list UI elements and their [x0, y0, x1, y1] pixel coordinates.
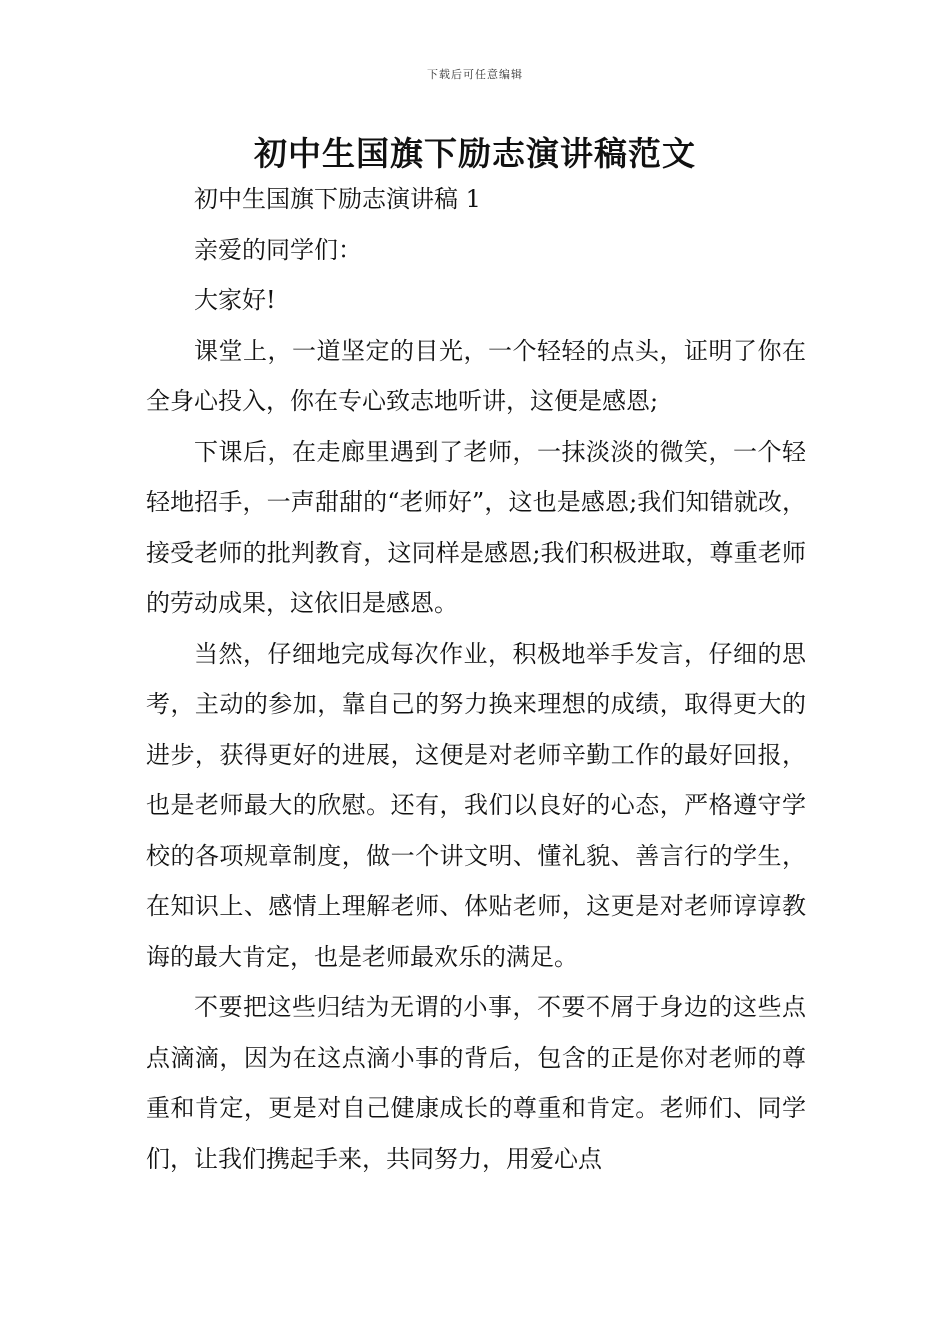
- page-title: 初中生国旗下励志演讲稿范文: [254, 134, 696, 173]
- paragraph-subtitle: 初中生国旗下励志演讲稿 1: [194, 185, 481, 213]
- paragraph-body-4: 不要把这些归结为无谓的小事，不要不屑于身边的这些点点滴滴，因为在这点滴小事的背后，包含的正是你对老师的尊重和肯定，更是对自己健康成长的尊重和肯定。老师们、同学们，让我们携起手来，共同努力，用爱心点: [146, 993, 806, 1173]
- paragraph-body-3: 当然，仔细地完成每次作业，积极地举手发言，仔细的思考，主动的参加，靠自己的努力换来理想的成绩，取得更大的进步，获得更好的进展，这便是对老师辛勤工作的最好回报，也是老师最大的欣慰。还有，我们以良好的心态，严格遵守学校的各项规章制度，做一个讲文明、懂礼貌、善言行的学生，在知识上、感情上理解老师、体贴老师，这更是对老师谆谆教诲的最大肯定，也是老师最欢乐的满足。: [146, 639, 806, 971]
- paragraph-salutation: 亲爱的同学们：: [194, 235, 362, 264]
- paragraph-body-1: 课堂上，一道坚定的目光，一个轻轻的点头，证明了你在全身心投入，你在专心致志地听讲，这便是感恩;: [146, 336, 806, 415]
- header-note: 下载后可任意编辑: [427, 68, 523, 81]
- document-body: [146, 174, 806, 1184]
- paragraph-greeting: 大家好!: [194, 286, 276, 314]
- paragraph-body-2: 下课后，在走廊里遇到了老师，一抹淡淡的微笑，一个轻轻地招手，一声甜甜的“老师好”，这也是感恩;我们知错就改，接受老师的批判教育，这同样是感恩;我们积极进取，尊重老师的劳动成果，这依旧是感恩。: [146, 437, 806, 617]
